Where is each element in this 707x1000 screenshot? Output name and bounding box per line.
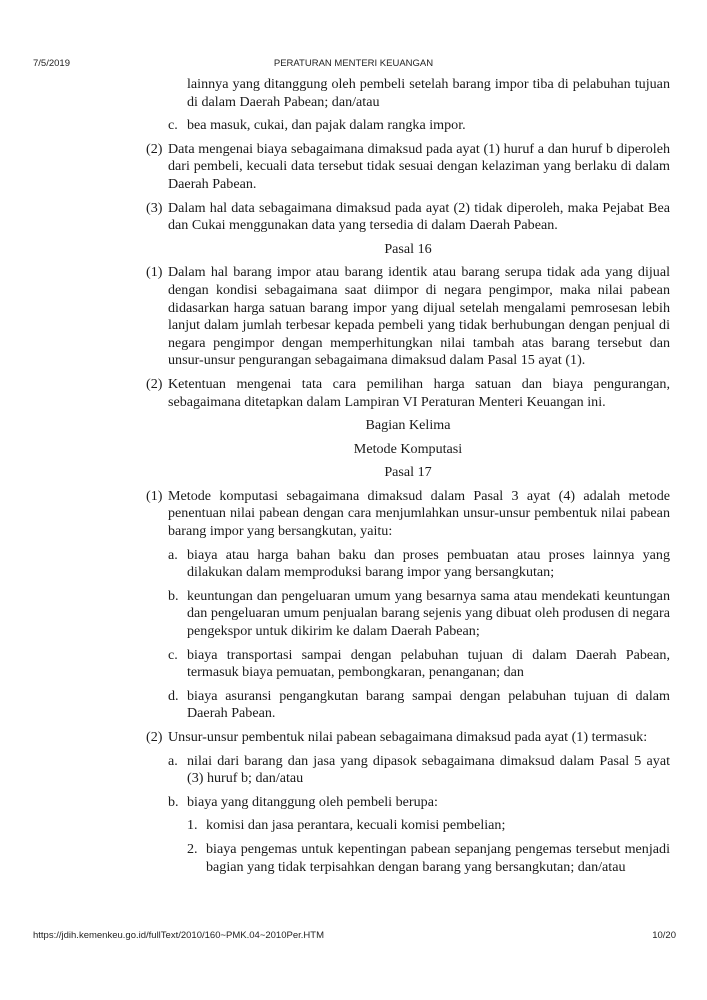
item-marker: b. bbox=[168, 587, 179, 604]
item-marker: d. bbox=[168, 687, 179, 704]
list-item bbox=[168, 794, 670, 812]
item-text: komisi dan jasa perantara, kecuali komisi pembelian; bbox=[206, 817, 506, 834]
paragraph-item bbox=[146, 488, 670, 541]
item-text: Metode komputasi sebagaimana dimaksud dalam Pasal 3 ayat (4) adalah metode penentuan nilai pabean dengan cara menjumlahkan unsur-unsur pembentuk nilai pabean barang impor yang bersangkutan, yaitu: bbox=[168, 487, 670, 540]
item-text: Ketentuan mengenai tata cara pemilihan harga satuan dan biaya pengurangan, sebagaimana ditetapkan dalam Lampiran VI Peraturan Menteri Keuangan ini. bbox=[168, 375, 670, 410]
pasal-17-heading: Pasal 17 bbox=[384, 464, 432, 481]
item-text: nilai dari barang dan jasa yang dipasok sebagaimana dimaksud dalam Pasal 5 ayat (3) huruf b; dan/atau bbox=[187, 752, 670, 787]
item-marker: a. bbox=[168, 546, 178, 563]
item-text: Unsur-unsur pembentuk nilai pabean sebagaimana dimaksud pada ayat (1) termasuk: bbox=[168, 729, 648, 745]
list-item bbox=[168, 588, 670, 641]
item-text: biaya transportasi sampai dengan pelabuhan tujuan di dalam Daerah Pabean, termasuk biaya pemuatan, pembongkaran, penanganan; dan bbox=[187, 646, 670, 681]
item-text: keuntungan dan pengeluaran umum yang besarnya sama atau mendekati keuntungan dan pengeluaran umum penjualan barang sejenis yang dibuat oleh produsen di negara pengekspor untuk dikirim ke dalam Daerah Pabean; bbox=[187, 587, 670, 640]
footer-url-link[interactable]: https://jdih.kemenkeu.go.id/fullText/2010/160~PMK.04~2010Per.HTM bbox=[33, 930, 324, 941]
item-text: bea masuk, cukai, dan pajak dalam rangka impor. bbox=[187, 117, 466, 134]
list-item bbox=[168, 753, 670, 788]
item-marker: 2. bbox=[187, 840, 198, 857]
item-marker: b. bbox=[168, 793, 179, 810]
item-marker: (2) bbox=[146, 375, 163, 392]
item-marker: (1) bbox=[146, 264, 163, 281]
sub-list-item bbox=[187, 841, 670, 876]
item-marker: (2) bbox=[146, 140, 163, 157]
item-marker: c. bbox=[168, 117, 178, 134]
page-number: 10/20 bbox=[652, 930, 676, 941]
paragraph-item bbox=[146, 264, 670, 370]
item-text: biaya yang ditanggung oleh pembeli berupa: bbox=[187, 793, 438, 810]
item-text: Data mengenai biaya sebagaimana dimaksud pada ayat (1) huruf a dan huruf b diperoleh dari pembeli, kecuali data tersebut tidak sesuai dengan kelaziman yang berlaku di dalam Daerah Pabean. bbox=[168, 140, 670, 192]
bagian-subtitle: Metode Komputasi bbox=[353, 440, 463, 457]
item-marker: (2) bbox=[146, 729, 163, 745]
list-item bbox=[168, 547, 670, 582]
paragraph-item bbox=[146, 376, 670, 411]
continued-text: lainnya yang ditanggung oleh pembeli setelah barang impor tiba di pelabuhan tujuan di dalam Daerah Pabean; dan/atau bbox=[187, 76, 670, 110]
list-item bbox=[168, 647, 670, 682]
document-body bbox=[146, 76, 670, 882]
paragraph-item bbox=[146, 141, 670, 194]
paragraph-item bbox=[146, 729, 670, 747]
item-marker: a. bbox=[168, 752, 178, 769]
sub-list-item bbox=[187, 817, 670, 835]
bagian-heading: Bagian Kelima bbox=[365, 417, 451, 434]
paragraph-item bbox=[146, 200, 670, 235]
item-text: biaya pengemas untuk kepentingan pabean sepanjang pengemas tersebut menjadi bagian yang tidak terpisahkan dengan barang yang bersangkutan; dan/atau bbox=[206, 840, 670, 875]
item-text: biaya asuransi pengangkutan barang sampai dengan pelabuhan tujuan di dalam Daerah Pabean. bbox=[187, 687, 670, 722]
header-title: PERATURAN MENTERI KEUANGAN bbox=[273, 58, 434, 69]
item-text: Dalam hal barang impor atau barang identik atau barang serupa tidak ada yang dijual dengan kondisi sebagaimana saat diimpor di negara pengimpor, maka nilai pabean didasarkan harga satuan barang impor yang dijual setelah mengalami pemrosesan lebih lanjut dalam jumlah terbesar kepada pembeli yang tidak berhubungan dengan penjual di negara pengimpor dengan memperhitungkan nilai tambah atas barang tersebut dan unsur-unsur pengurangan sebagaimana dimaksud dalam Pasal 15 ayat (1). bbox=[168, 264, 670, 369]
item-marker: c. bbox=[168, 646, 178, 663]
header-date: 7/5/2019 bbox=[33, 58, 70, 69]
list-item bbox=[168, 117, 670, 135]
item-text: Dalam hal data sebagaimana dimaksud pada ayat (2) tidak diperoleh, maka Pejabat Bea dan Cukai menggunakan data yang tersedia di dalam Daerah Pabean. bbox=[168, 199, 670, 234]
item-marker: (3) bbox=[146, 199, 163, 216]
item-marker: (1) bbox=[146, 487, 163, 504]
item-text: biaya atau harga bahan baku dan proses pembuatan atau proses lainnya yang dilakukan dalam memproduksi barang impor yang bersangkutan; bbox=[187, 546, 670, 581]
item-marker: 1. bbox=[187, 817, 198, 834]
pasal-16-heading: Pasal 16 bbox=[384, 240, 432, 257]
list-item bbox=[168, 688, 670, 723]
